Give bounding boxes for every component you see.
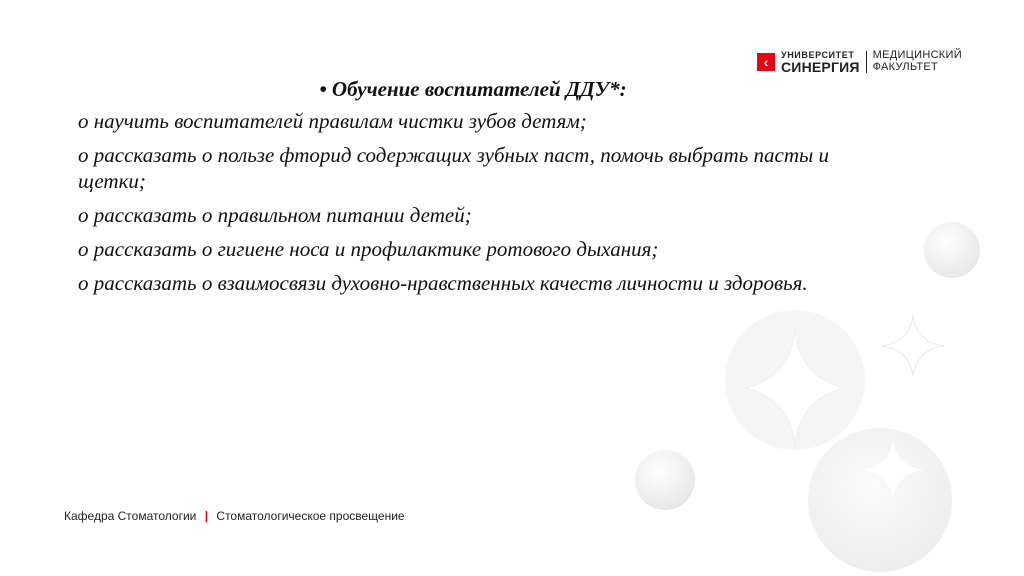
deco-circle — [924, 222, 980, 278]
list-item: о научить воспитателей правилам чистки зубов детям; — [78, 109, 587, 133]
list-item: о рассказать о пользе фторид содержащих зубных паст, помочь выбрать пасты и щетки; — [78, 143, 829, 193]
list-item: о рассказать о взаимосвязи духовно-нравственных качеств личности и здоровья. — [78, 271, 808, 295]
university-line-2: СИНЕРГИЯ — [781, 58, 860, 75]
deco-star — [882, 316, 944, 376]
deco-circle — [808, 428, 952, 572]
list-item: о рассказать о правильном питании детей; — [78, 203, 472, 227]
slide-heading: • Обучение воспитателей ДДУ*: — [319, 77, 627, 101]
university-logo — [757, 50, 962, 74]
footer-department: Кафедра Стоматологии — [64, 509, 197, 523]
faculty-line-1: МЕДИЦИНСКИЙ — [872, 49, 962, 62]
faculty-name — [873, 50, 962, 73]
faculty-line-2: ФАКУЛЬТЕТ — [872, 61, 939, 73]
deco-circle — [635, 450, 695, 510]
footer-topic: Стоматологическое просвещение — [216, 509, 405, 523]
slide-content — [78, 76, 868, 304]
footer-separator: | — [204, 509, 209, 523]
synergy-logo-icon: ‹ — [757, 53, 775, 71]
slide-footer — [64, 509, 405, 523]
logo-divider — [866, 51, 867, 73]
university-name — [781, 51, 860, 74]
list-item: о рассказать о гигиене носа и профилактике ротового дыхания; — [78, 237, 659, 261]
university-line-1: УНИВЕРСИТЕТ — [781, 49, 855, 60]
